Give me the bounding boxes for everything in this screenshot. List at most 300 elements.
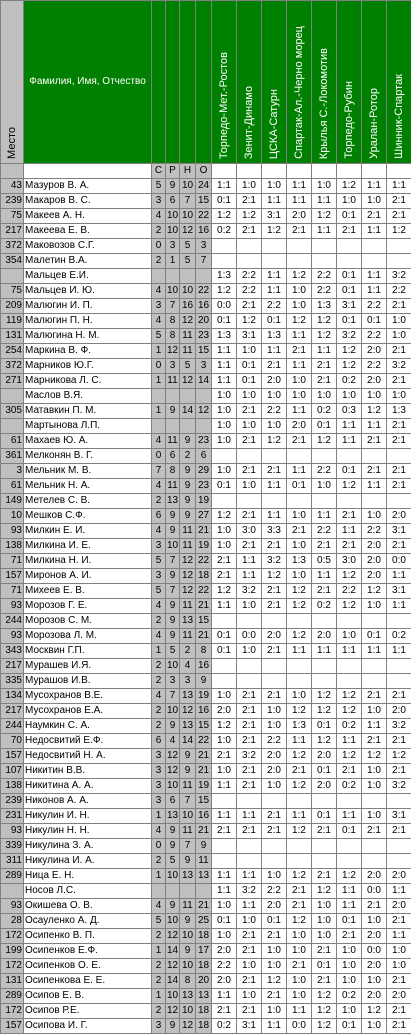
score-cell: 2:1 xyxy=(287,524,312,539)
stat-header-blank xyxy=(180,1,196,164)
r-cell: 9 xyxy=(166,404,180,419)
score-cell: 2:1 xyxy=(262,809,287,824)
score-cell xyxy=(387,674,411,689)
o-cell: 21 xyxy=(196,824,212,839)
n-cell: 11 xyxy=(180,629,196,644)
n-cell xyxy=(180,269,196,284)
name-cell: Милкина И. Е. xyxy=(24,539,152,554)
s-cell: 0 xyxy=(152,449,166,464)
score-cell: 1:1 xyxy=(287,179,312,194)
score-cell xyxy=(312,659,337,674)
o-cell: 22 xyxy=(196,554,212,569)
place-cell xyxy=(1,884,24,899)
score-cell: 2:1 xyxy=(387,539,411,554)
score-cell: 0:0 xyxy=(362,944,387,959)
table-row xyxy=(1,224,411,239)
place-cell: 157 xyxy=(1,569,24,584)
o-cell: 19 xyxy=(196,539,212,554)
score-cell: 0:1 xyxy=(212,479,237,494)
s-cell xyxy=(152,269,166,284)
score-cell: 2:1 xyxy=(312,584,337,599)
table-row xyxy=(1,584,411,599)
o-cell: 15 xyxy=(196,344,212,359)
score-cell: 2:2 xyxy=(237,269,262,284)
score-cell: 1:0 xyxy=(237,914,262,929)
name-cell: Малюгин П. Н. xyxy=(24,314,152,329)
subheader-blank xyxy=(1,164,24,179)
score-cell: 1:0 xyxy=(362,389,387,404)
score-cell: 0:2 xyxy=(212,1019,237,1034)
score-cell: 1:0 xyxy=(387,329,411,344)
score-cell: 1:2 xyxy=(287,749,312,764)
fio-header: Фамилия, Имя, Отчество xyxy=(24,1,152,164)
r-cell: 9 xyxy=(166,629,180,644)
score-cell: 1:0 xyxy=(212,899,237,914)
table-row xyxy=(1,344,411,359)
score-cell: 2:0 xyxy=(362,569,387,584)
score-cell: 1:0 xyxy=(287,929,312,944)
place-cell: 289 xyxy=(1,869,24,884)
s-cell: 1 xyxy=(152,404,166,419)
score-cell: 1:2 xyxy=(237,314,262,329)
r-cell: 3 xyxy=(166,239,180,254)
place-cell: 209 xyxy=(1,299,24,314)
r-cell: 13 xyxy=(166,809,180,824)
score-cell xyxy=(287,854,312,869)
name-cell: Наумкин С. А. xyxy=(24,719,152,734)
o-cell: 6 xyxy=(196,449,212,464)
match-header-label: ЦСКА-Сатурн xyxy=(267,89,281,159)
score-cell: 2:2 xyxy=(312,464,337,479)
score-cell xyxy=(262,614,287,629)
name-cell: Миронов А. И. xyxy=(24,569,152,584)
table-row xyxy=(1,209,411,224)
subheader-blank xyxy=(237,164,262,179)
name-cell: Мешков С.Ф. xyxy=(24,509,152,524)
name-cell: Никитина А. А. xyxy=(24,779,152,794)
place-cell: 217 xyxy=(1,704,24,719)
score-cell: 1:0 xyxy=(212,929,237,944)
score-cell xyxy=(237,239,262,254)
score-cell: 1:2 xyxy=(312,884,337,899)
score-cell: 0:1 xyxy=(337,284,362,299)
name-cell: Окишева О. В. xyxy=(24,899,152,914)
n-cell: 7 xyxy=(180,794,196,809)
name-cell: Малюгина Н. М. xyxy=(24,329,152,344)
table-row xyxy=(1,689,411,704)
score-cell: 1:0 xyxy=(212,419,237,434)
table-row xyxy=(1,569,411,584)
o-cell: 15 xyxy=(196,194,212,209)
s-cell: 4 xyxy=(152,434,166,449)
score-cell xyxy=(237,854,262,869)
score-cell: 2:1 xyxy=(237,719,262,734)
score-cell: 1:2 xyxy=(337,344,362,359)
score-cell xyxy=(387,854,411,869)
r-cell: 11 xyxy=(166,434,180,449)
name-cell: Маркина В. Ф. xyxy=(24,344,152,359)
score-cell: 0:1 xyxy=(212,629,237,644)
name-cell: Осипенков Е.Ф. xyxy=(24,944,152,959)
r-cell: 11 xyxy=(166,374,180,389)
table-row xyxy=(1,674,411,689)
score-cell: 1:0 xyxy=(262,944,287,959)
score-cell xyxy=(362,494,387,509)
match-header-label: Уралан-Ротор xyxy=(367,88,381,159)
score-cell: 2:1 xyxy=(212,1004,237,1019)
score-cell: 2:0 xyxy=(262,374,287,389)
name-cell: Осауленко А. Д. xyxy=(24,914,152,929)
name-cell: Осипенков О. Е. xyxy=(24,959,152,974)
score-cell: 1:0 xyxy=(262,419,287,434)
score-cell: 0:2 xyxy=(337,374,362,389)
table-row xyxy=(1,749,411,764)
table-row xyxy=(1,779,411,794)
s-cell: 7 xyxy=(152,464,166,479)
n-cell: 10 xyxy=(180,1004,196,1019)
name-cell: Ница Е. Н. xyxy=(24,869,152,884)
score-cell: 1:1 xyxy=(362,479,387,494)
score-cell: 3:2 xyxy=(262,554,287,569)
score-cell: 0:1 xyxy=(287,479,312,494)
place-cell: 239 xyxy=(1,194,24,209)
subheader-blank xyxy=(212,164,237,179)
score-cell xyxy=(337,239,362,254)
s-cell: 2 xyxy=(152,959,166,974)
score-cell: 1:0 xyxy=(387,944,411,959)
o-cell: 29 xyxy=(196,464,212,479)
place-cell: 372 xyxy=(1,239,24,254)
score-cell: 2:1 xyxy=(362,734,387,749)
stat-col-label: Р xyxy=(166,164,180,179)
o-cell: 21 xyxy=(196,524,212,539)
score-cell xyxy=(237,449,262,464)
score-cell: 1:0 xyxy=(362,764,387,779)
score-cell: 2:1 xyxy=(287,899,312,914)
s-cell: 2 xyxy=(152,254,166,269)
s-cell: 4 xyxy=(152,524,166,539)
score-cell: 1:0 xyxy=(237,959,262,974)
name-cell: Морозова Л. М. xyxy=(24,629,152,644)
subheader-blank xyxy=(362,164,387,179)
score-cell: 2:1 xyxy=(237,779,262,794)
place-header-label: Место xyxy=(5,127,19,159)
n-cell: 10 xyxy=(180,284,196,299)
r-cell: 9 xyxy=(166,614,180,629)
r-cell xyxy=(166,419,180,434)
score-cell: 2:0 xyxy=(312,779,337,794)
place-cell: 217 xyxy=(1,659,24,674)
s-cell: 1 xyxy=(152,809,166,824)
score-cell: 2:1 xyxy=(262,599,287,614)
score-cell: 1:1 xyxy=(262,509,287,524)
score-cell: 2:1 xyxy=(237,434,262,449)
score-cell: 2:2 xyxy=(362,524,387,539)
score-cell: 2:1 xyxy=(262,929,287,944)
table-row xyxy=(1,359,411,374)
place-cell: 311 xyxy=(1,854,24,869)
place-cell: 93 xyxy=(1,629,24,644)
score-cell: 1:0 xyxy=(312,914,337,929)
o-cell xyxy=(196,419,212,434)
name-cell: Морозов Г. Е. xyxy=(24,599,152,614)
place-cell xyxy=(1,419,24,434)
score-cell: 1:0 xyxy=(262,1004,287,1019)
r-cell: 11 xyxy=(166,479,180,494)
score-cell: 1:1 xyxy=(212,179,237,194)
score-cell xyxy=(362,659,387,674)
score-cell: 1:2 xyxy=(362,749,387,764)
score-cell: 2:1 xyxy=(312,974,337,989)
score-cell xyxy=(237,794,262,809)
o-cell: 18 xyxy=(196,959,212,974)
score-cell xyxy=(262,239,287,254)
score-cell: 2:0 xyxy=(312,749,337,764)
s-cell: 1 xyxy=(152,944,166,959)
place-cell: 244 xyxy=(1,614,24,629)
match-header-label: Крылья С.-Локомотив xyxy=(317,48,331,159)
s-cell: 4 xyxy=(152,284,166,299)
score-cell xyxy=(262,674,287,689)
n-cell: 9 xyxy=(180,494,196,509)
score-cell: 1:0 xyxy=(337,959,362,974)
score-cell: 2:2 xyxy=(212,959,237,974)
score-cell: 1:0 xyxy=(362,1019,387,1034)
score-cell xyxy=(387,494,411,509)
o-cell: 12 xyxy=(196,404,212,419)
score-cell: 1:2 xyxy=(212,719,237,734)
r-cell: 3 xyxy=(166,359,180,374)
score-cell xyxy=(362,839,387,854)
name-cell: Мурашев И.Я. xyxy=(24,659,152,674)
score-cell: 1:1 xyxy=(262,344,287,359)
score-cell: 1:0 xyxy=(312,179,337,194)
score-cell: 1:1 xyxy=(262,1019,287,1034)
match-header xyxy=(212,1,237,164)
table-row xyxy=(1,794,411,809)
name-cell: Мельник Н. А. xyxy=(24,479,152,494)
score-cell: 1:1 xyxy=(237,809,262,824)
score-cell: 2:1 xyxy=(387,479,411,494)
r-cell: 9 xyxy=(166,719,180,734)
score-cell: 1:1 xyxy=(287,194,312,209)
score-cell xyxy=(312,254,337,269)
score-cell: 1:1 xyxy=(212,359,237,374)
table-row xyxy=(1,479,411,494)
score-cell: 0:1 xyxy=(312,719,337,734)
score-cell: 3:1 xyxy=(337,299,362,314)
o-cell: 18 xyxy=(196,1004,212,1019)
name-cell: Мурашов И.В. xyxy=(24,674,152,689)
score-cell: 1:1 xyxy=(337,644,362,659)
o-cell: 16 xyxy=(196,299,212,314)
score-cell: 0:5 xyxy=(312,554,337,569)
score-cell: 1:2 xyxy=(312,734,337,749)
score-cell: 0:2 xyxy=(312,404,337,419)
r-cell: 9 xyxy=(166,839,180,854)
score-cell: 3:0 xyxy=(237,524,262,539)
place-cell: 93 xyxy=(1,899,24,914)
s-cell: 3 xyxy=(152,764,166,779)
score-cell: 2:1 xyxy=(287,224,312,239)
score-cell: 1:1 xyxy=(262,284,287,299)
score-cell: 2:1 xyxy=(387,974,411,989)
score-cell: 1:2 xyxy=(212,284,237,299)
table-row xyxy=(1,554,411,569)
r-cell: 10 xyxy=(166,704,180,719)
table-row xyxy=(1,299,411,314)
score-cell: 2:1 xyxy=(387,689,411,704)
place-cell: 131 xyxy=(1,329,24,344)
o-cell: 22 xyxy=(196,734,212,749)
table-row xyxy=(1,824,411,839)
score-cell: 2:0 xyxy=(287,209,312,224)
score-cell: 1:0 xyxy=(362,704,387,719)
s-cell: 1 xyxy=(152,374,166,389)
o-cell: 13 xyxy=(196,869,212,884)
o-cell: 8 xyxy=(196,644,212,659)
table-row xyxy=(1,629,411,644)
score-cell: 1:3 xyxy=(287,719,312,734)
o-cell: 21 xyxy=(196,629,212,644)
score-cell: 0:1 xyxy=(262,314,287,329)
place-header xyxy=(1,1,24,164)
o-cell: 27 xyxy=(196,509,212,524)
score-cell: 2:1 xyxy=(237,539,262,554)
name-cell: Мелконян В. Г. xyxy=(24,449,152,464)
score-cell: 1:1 xyxy=(387,929,411,944)
score-cell xyxy=(237,254,262,269)
o-cell: 15 xyxy=(196,719,212,734)
r-cell: 10 xyxy=(166,284,180,299)
score-cell: 1:1 xyxy=(287,1004,312,1019)
r-cell: 4 xyxy=(166,734,180,749)
score-cell: 3:3 xyxy=(262,524,287,539)
s-cell: 1 xyxy=(152,344,166,359)
score-cell xyxy=(237,659,262,674)
o-cell: 22 xyxy=(196,209,212,224)
s-cell: 2 xyxy=(152,704,166,719)
score-cell xyxy=(362,854,387,869)
s-cell: 2 xyxy=(152,494,166,509)
score-cell: 1:0 xyxy=(337,194,362,209)
score-cell: 2:0 xyxy=(262,764,287,779)
r-cell xyxy=(166,884,180,899)
o-cell: 9 xyxy=(196,674,212,689)
score-cell: 2:1 xyxy=(362,464,387,479)
r-cell: 9 xyxy=(166,524,180,539)
score-cell: 0:1 xyxy=(362,629,387,644)
score-cell xyxy=(287,659,312,674)
score-cell: 2:1 xyxy=(387,434,411,449)
name-cell: Осипенко В. П. xyxy=(24,929,152,944)
o-cell: 23 xyxy=(196,479,212,494)
score-cell: 2:1 xyxy=(312,869,337,884)
score-cell: 1:0 xyxy=(262,719,287,734)
score-cell xyxy=(387,449,411,464)
score-cell: 1:3 xyxy=(212,329,237,344)
score-cell xyxy=(312,854,337,869)
score-cell xyxy=(212,239,237,254)
s-cell: 5 xyxy=(152,554,166,569)
score-cell: 1:2 xyxy=(312,689,337,704)
place-cell: 254 xyxy=(1,344,24,359)
score-cell: 2:1 xyxy=(287,434,312,449)
table-row xyxy=(1,944,411,959)
place-cell: 61 xyxy=(1,479,24,494)
score-cell: 2:0 xyxy=(312,629,337,644)
score-cell: 1:0 xyxy=(287,509,312,524)
score-cell: 2:0 xyxy=(362,344,387,359)
score-cell xyxy=(387,794,411,809)
n-cell: 8 xyxy=(180,974,196,989)
score-cell: 2:1 xyxy=(237,944,262,959)
r-cell: 7 xyxy=(166,689,180,704)
score-cell: 1:1 xyxy=(212,884,237,899)
table-row xyxy=(1,959,411,974)
score-cell xyxy=(212,674,237,689)
score-cell: 1:0 xyxy=(212,434,237,449)
score-cell: 2:0 xyxy=(387,509,411,524)
score-cell: 0:1 xyxy=(212,644,237,659)
name-cell: Матавкин П. М. xyxy=(24,404,152,419)
score-cell: 2:1 xyxy=(387,464,411,479)
score-cell: 2:1 xyxy=(362,689,387,704)
score-cell: 1:1 xyxy=(312,509,337,524)
score-cell: 0:1 xyxy=(312,419,337,434)
score-cell: 1:2 xyxy=(262,224,287,239)
o-cell: 18 xyxy=(196,929,212,944)
score-cell: 2:2 xyxy=(387,284,411,299)
score-cell: 2:1 xyxy=(262,824,287,839)
score-cell xyxy=(287,254,312,269)
o-cell: 18 xyxy=(196,1019,212,1034)
score-cell: 2:2 xyxy=(362,299,387,314)
score-cell xyxy=(312,449,337,464)
score-cell: 2:1 xyxy=(212,569,237,584)
table-row xyxy=(1,929,411,944)
s-cell: 3 xyxy=(152,194,166,209)
score-cell: 3:1 xyxy=(237,1019,262,1034)
score-cell: 1:2 xyxy=(262,569,287,584)
s-cell: 2 xyxy=(152,614,166,629)
s-cell: 5 xyxy=(152,329,166,344)
score-cell xyxy=(262,494,287,509)
score-cell: 2:0 xyxy=(387,989,411,1004)
place-cell: 372 xyxy=(1,359,24,374)
score-cell: 0:1 xyxy=(337,314,362,329)
score-cell: 2:1 xyxy=(337,539,362,554)
s-cell: 4 xyxy=(152,599,166,614)
score-cell: 3:2 xyxy=(237,584,262,599)
s-cell: 3 xyxy=(152,539,166,554)
score-cell: 1:0 xyxy=(212,404,237,419)
score-cell: 1:1 xyxy=(387,599,411,614)
score-cell: 2:1 xyxy=(262,644,287,659)
n-cell: 16 xyxy=(180,299,196,314)
place-cell: 138 xyxy=(1,539,24,554)
place-cell xyxy=(1,269,24,284)
r-cell: 10 xyxy=(166,989,180,1004)
score-cell: 1:3 xyxy=(262,329,287,344)
r-cell: 9 xyxy=(166,899,180,914)
s-cell: 4 xyxy=(152,209,166,224)
table-row xyxy=(1,704,411,719)
score-cell: 2:1 xyxy=(387,374,411,389)
n-cell: 14 xyxy=(180,404,196,419)
score-cell: 2:0 xyxy=(362,929,387,944)
score-cell: 1:2 xyxy=(337,359,362,374)
